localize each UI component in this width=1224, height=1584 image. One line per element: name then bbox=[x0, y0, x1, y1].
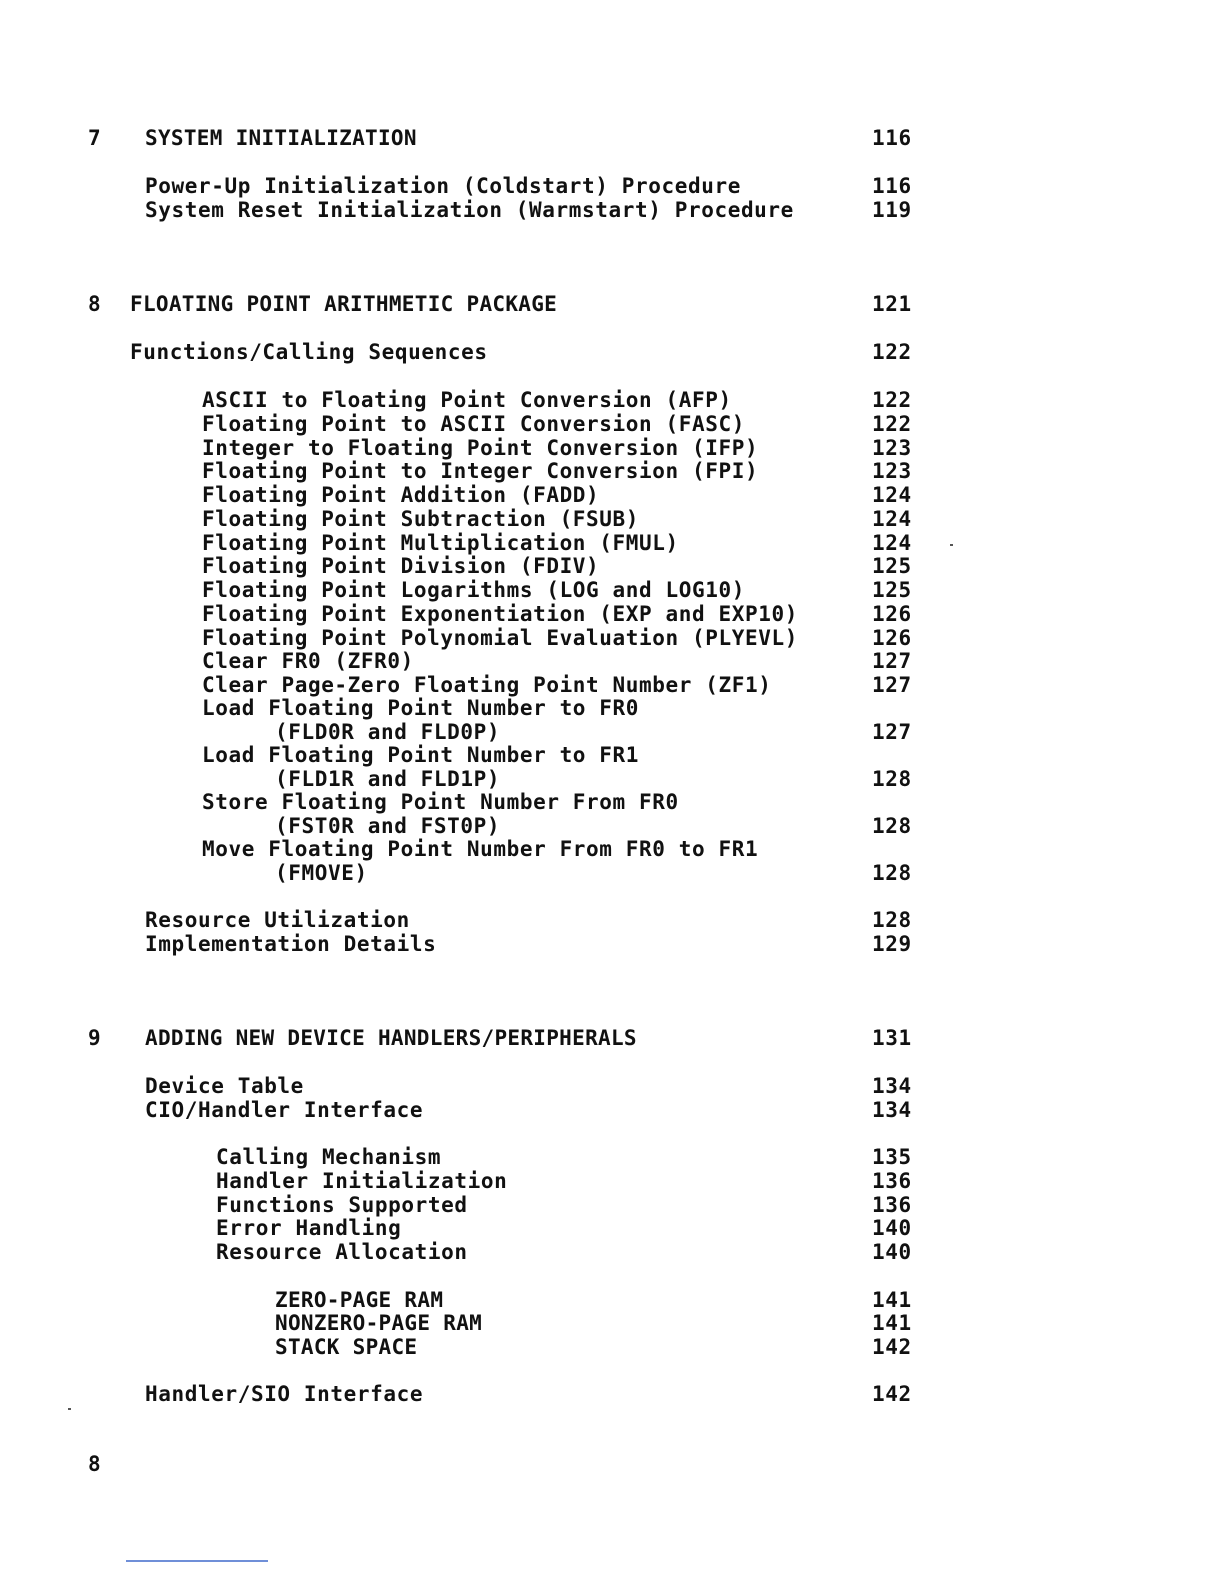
toc-entry-page: 125 bbox=[872, 578, 912, 602]
toc-subsubentry: ZERO-PAGE RAM bbox=[275, 1288, 444, 1312]
toc-subentry: Functions Supported bbox=[216, 1193, 468, 1217]
toc-entry: Floating Point Logarithms (LOG and LOG10) bbox=[202, 578, 745, 602]
toc-entry: Load Floating Point Number to FR1 bbox=[202, 743, 640, 767]
toc-entry-page: 127 bbox=[872, 649, 912, 673]
toc-entry: Floating Point Subtraction (FSUB) bbox=[202, 507, 640, 531]
toc-entry-page: 127 bbox=[872, 673, 912, 697]
chapter-number: 9 bbox=[88, 1026, 101, 1050]
toc-entry: Floating Point Multiplication (FMUL) bbox=[202, 531, 679, 555]
chapter-title: ADDING NEW DEVICE HANDLERS/PERIPHERALS bbox=[145, 1026, 637, 1050]
toc-entry-page: 128 bbox=[872, 908, 912, 932]
toc-subsubentry: NONZERO-PAGE RAM bbox=[275, 1311, 483, 1335]
toc-subentry-page: 136 bbox=[872, 1169, 912, 1193]
toc-entry-page: 123 bbox=[872, 459, 912, 483]
toc-entry-page: 122 bbox=[872, 412, 912, 436]
toc-entry-page: 142 bbox=[872, 1382, 912, 1406]
toc-entry-page: 127 bbox=[872, 720, 912, 744]
toc-entry-page: 128 bbox=[872, 814, 912, 838]
toc-entry: System Reset Initialization (Warmstart) Procedure bbox=[145, 198, 794, 222]
toc-entry-continuation: (FMOVE) bbox=[275, 861, 368, 885]
toc-entry-page: 128 bbox=[872, 767, 912, 791]
toc-entry-page: 134 bbox=[872, 1098, 912, 1122]
chapter-page: 121 bbox=[872, 292, 912, 316]
toc-entry-continuation: (FLD0R and FLD0P) bbox=[275, 720, 501, 744]
toc-entry: Floating Point Division (FDIV) bbox=[202, 554, 600, 578]
toc-entry-page: 122 bbox=[872, 388, 912, 412]
toc-entry: Clear Page-Zero Floating Point Number (ZF1) bbox=[202, 673, 772, 697]
toc-subsubentry-page: 142 bbox=[872, 1335, 912, 1359]
toc-entry: Move Floating Point Number From FR0 to FR1 bbox=[202, 837, 759, 861]
toc-subsubentry-page: 141 bbox=[872, 1311, 912, 1335]
toc-entry: CIO/Handler Interface bbox=[145, 1098, 424, 1122]
scan-speck bbox=[950, 544, 953, 546]
toc-subentry-page: 140 bbox=[872, 1240, 912, 1264]
toc-entry-page: 116 bbox=[872, 174, 912, 198]
chapter-page: 131 bbox=[872, 1026, 912, 1050]
toc-entry: Resource Utilization bbox=[145, 908, 410, 932]
toc-subentry: Error Handling bbox=[216, 1216, 402, 1240]
toc-section: Functions/Calling Sequences bbox=[130, 340, 488, 364]
toc-entry-page: 124 bbox=[872, 483, 912, 507]
toc-entry: Handler/SIO Interface bbox=[145, 1382, 424, 1406]
scan-speck bbox=[68, 1408, 71, 1410]
toc-subentry-page: 136 bbox=[872, 1193, 912, 1217]
toc-entry-page: 123 bbox=[872, 436, 912, 460]
toc-entry: Floating Point to ASCII Conversion (FASC) bbox=[202, 412, 745, 436]
toc-entry-page: 124 bbox=[872, 507, 912, 531]
chapter-page: 116 bbox=[872, 126, 912, 150]
toc-subentry: Calling Mechanism bbox=[216, 1145, 442, 1169]
toc-subentry-page: 135 bbox=[872, 1145, 912, 1169]
toc-entry: Integer to Floating Point Conversion (IFP) bbox=[202, 436, 759, 460]
toc-subsubentry-page: 141 bbox=[872, 1288, 912, 1312]
toc-subentry: Handler Initialization bbox=[216, 1169, 508, 1193]
toc-entry: Load Floating Point Number to FR0 bbox=[202, 696, 640, 720]
chapter-title: SYSTEM INITIALIZATION bbox=[145, 126, 417, 150]
toc-entry: Floating Point Addition (FADD) bbox=[202, 483, 600, 507]
page-number: 8 bbox=[88, 1452, 101, 1476]
toc-subentry-page: 140 bbox=[872, 1216, 912, 1240]
chapter-number: 7 bbox=[88, 126, 101, 150]
toc-section-page: 122 bbox=[872, 340, 912, 364]
toc-entry-page: 124 bbox=[872, 531, 912, 555]
toc-entry-page: 129 bbox=[872, 932, 912, 956]
toc-entry: Power-Up Initialization (Coldstart) Procedure bbox=[145, 174, 741, 198]
toc-entry-page: 119 bbox=[872, 198, 912, 222]
toc-entry-continuation: (FLD1R and FLD1P) bbox=[275, 767, 501, 791]
chapter-number: 8 bbox=[88, 292, 101, 316]
toc-entry-continuation: (FST0R and FST0P) bbox=[275, 814, 501, 838]
toc-entry: Floating Point Exponentiation (EXP and EXP10) bbox=[202, 602, 798, 626]
toc-entry: Implementation Details bbox=[145, 932, 437, 956]
chapter-title: FLOATING POINT ARITHMETIC PACKAGE bbox=[130, 292, 558, 316]
toc-entry: Floating Point to Integer Conversion (FPI) bbox=[202, 459, 759, 483]
toc-entry: Store Floating Point Number From FR0 bbox=[202, 790, 679, 814]
toc-entry-page: 125 bbox=[872, 554, 912, 578]
toc-entry: Clear FR0 (ZFR0) bbox=[202, 649, 414, 673]
toc-entry-page: 128 bbox=[872, 861, 912, 885]
toc-subsubentry: STACK SPACE bbox=[275, 1335, 418, 1359]
bottom-rule bbox=[126, 1560, 268, 1562]
toc-entry-page: 134 bbox=[872, 1074, 912, 1098]
toc-subentry: Resource Allocation bbox=[216, 1240, 468, 1264]
toc-entry: Floating Point Polynomial Evaluation (PLYEVL) bbox=[202, 626, 798, 650]
toc-entry-page: 126 bbox=[872, 626, 912, 650]
toc-entry-page: 126 bbox=[872, 602, 912, 626]
toc-entry: ASCII to Floating Point Conversion (AFP) bbox=[202, 388, 732, 412]
toc-entry: Device Table bbox=[145, 1074, 304, 1098]
